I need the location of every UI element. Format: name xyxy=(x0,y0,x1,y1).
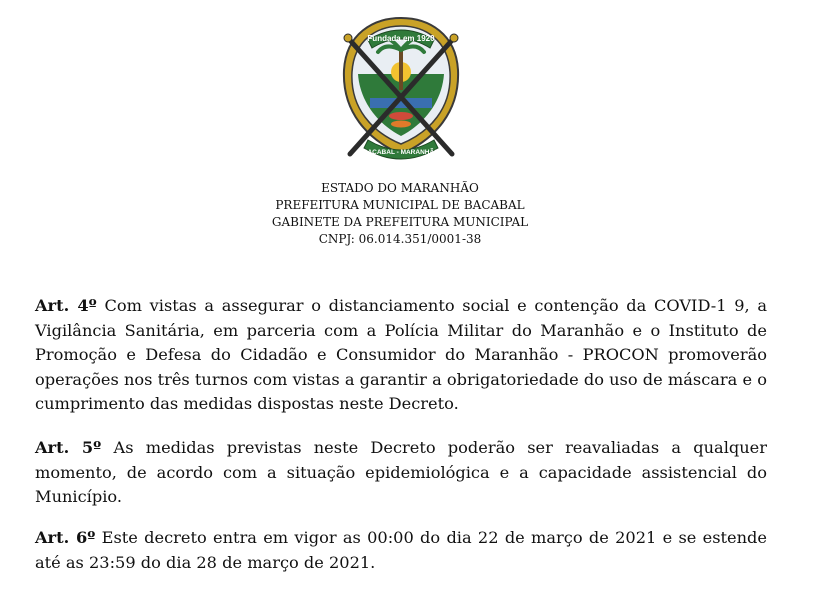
municipal-crest xyxy=(334,12,468,172)
header-cabinet: GABINETE DA PREFEITURA MUNICIPAL xyxy=(271,215,529,229)
header-state: ESTADO DO MARANHÃO xyxy=(321,181,479,195)
article-number: Art. 5º xyxy=(35,438,102,458)
article-number: Art. 4º xyxy=(35,296,97,316)
header-cnpj: CNPJ: 06.014.351/0001-38 xyxy=(318,232,482,246)
article-text: Este decreto entra em vigor as 00:00 do dia 22 de março de 2021 e se estende até as 23:59 do dia 28 de março de 2021. xyxy=(35,528,767,572)
crest-bottom-text: BACABAL - MARANHÃO xyxy=(362,149,440,156)
document-header xyxy=(200,180,600,248)
article-text: Com vistas a assegurar o distanciamento social e contenção da COVID-1 9, a Vigilância Sanitária, em parceria com a Polícia Militar do Maranhão e o Instituto de Promoção e Defesa do Cidadão e Consumidor do Maranhão - PROCON promoverão operações nos três turnos com vistas a garantir a obrigatoriedade do uso de máscara e o cumprimento das medidas dispostas neste Decreto. xyxy=(35,296,767,414)
header-prefecture: PREFEITURA MUNICIPAL DE BACABAL xyxy=(275,198,525,212)
article-4 xyxy=(35,294,767,417)
article-5 xyxy=(35,436,767,510)
article-text: As medidas previstas neste Decreto poderão ser reavaliadas a qualquer momento, de acordo com a situação epidemiológica e a capacidade assistencial do Município. xyxy=(35,438,767,507)
article-number: Art. 6º xyxy=(35,528,96,548)
article-6 xyxy=(35,526,767,575)
crest-ribbon-text: Fundada em 1920 xyxy=(367,34,435,43)
